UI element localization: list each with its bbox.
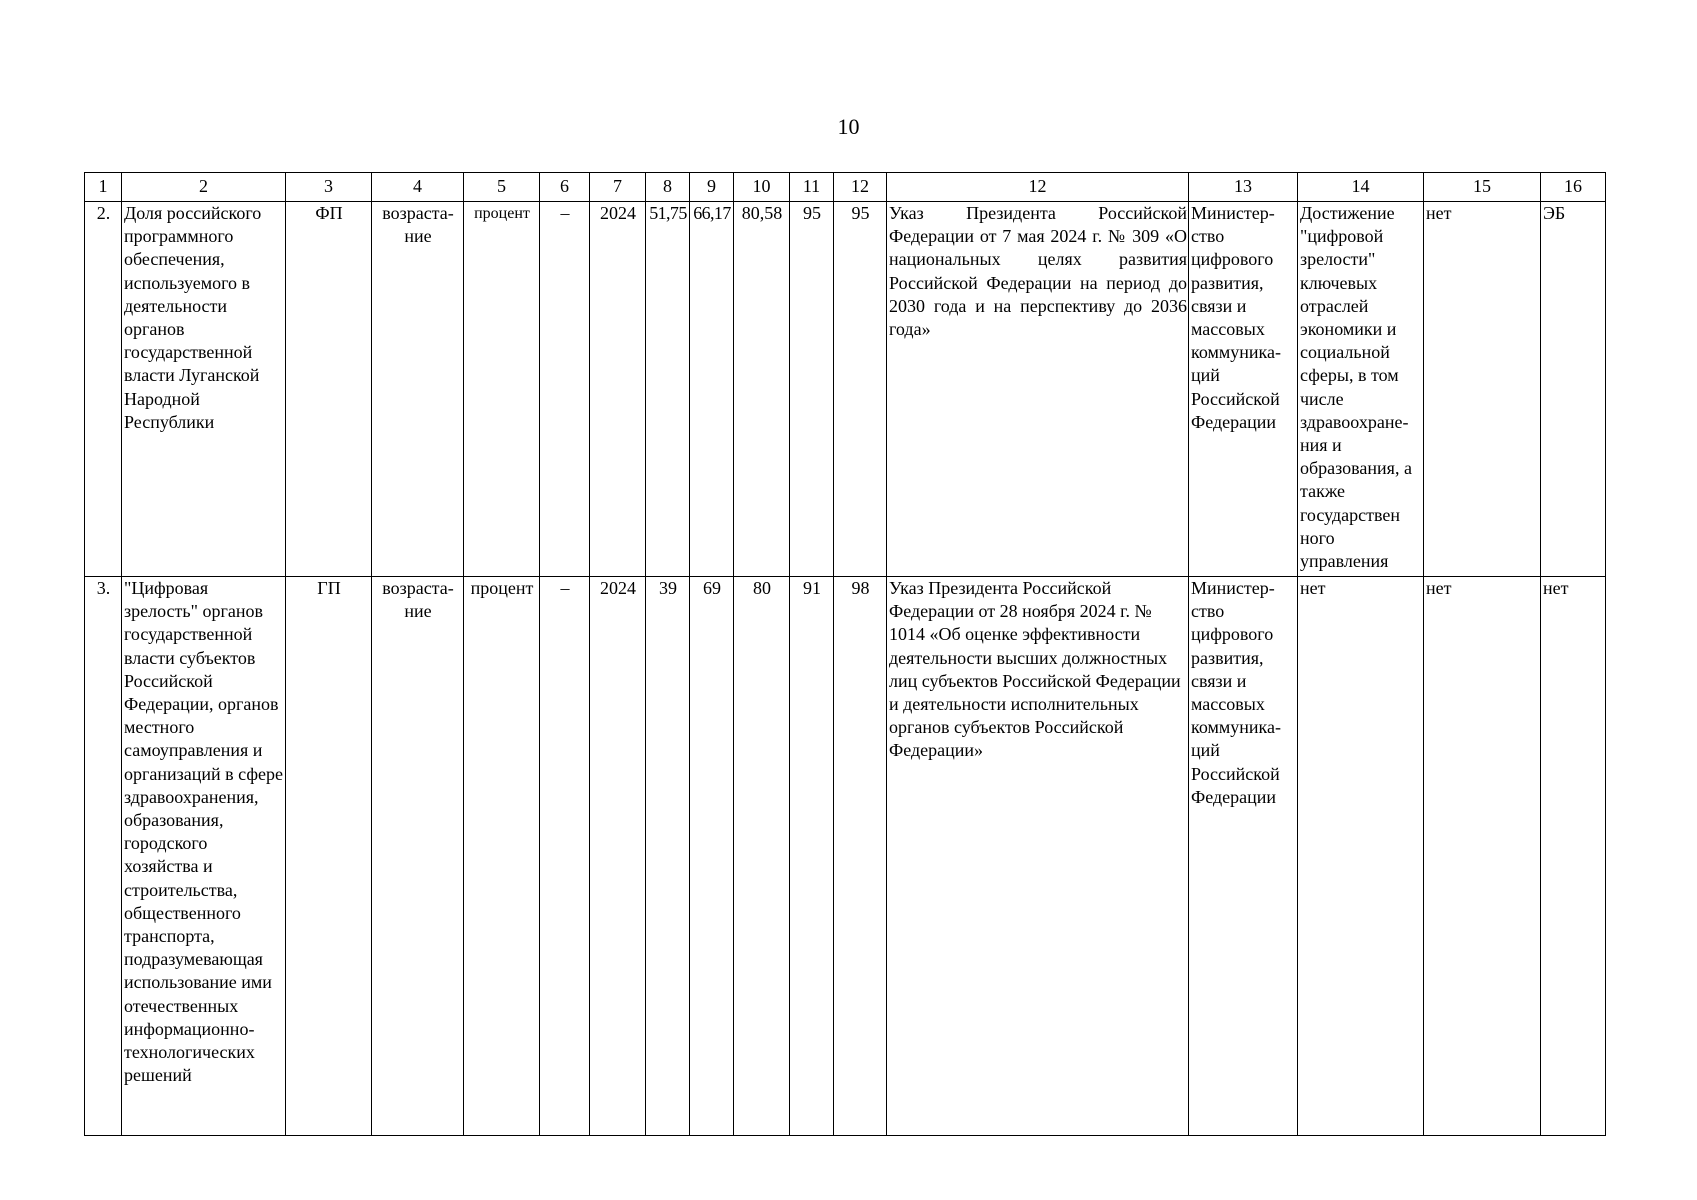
table-row	[85, 202, 1606, 577]
row-number: 2.	[85, 202, 122, 577]
header-cell: 6	[540, 173, 590, 202]
header-cell: 4	[372, 173, 464, 202]
legal-document: Указ Президента Российской Федерации от 7 мая 2024 г. № 309 «О национальных целях развития Российской Федерации на период до 2030 года и на перспективу до 2036 года»	[887, 202, 1189, 577]
header-cell: 15	[1424, 173, 1541, 202]
header-cell: 12	[834, 173, 887, 202]
unit: процент	[464, 202, 540, 577]
value-col-8: 51,75	[646, 202, 690, 577]
header-cell: 1	[85, 173, 122, 202]
value-col-9: 66,17	[690, 202, 734, 577]
base-value: –	[540, 577, 590, 1136]
unit: процент	[464, 577, 540, 1136]
col-16-value: ЭБ	[1541, 202, 1606, 577]
header-cell: 3	[286, 173, 372, 202]
indicator-name: "Цифровая зрелость" органов государственной власти субъектов Российской Федерации, органов местного самоуправления и организаций в сфере здравоохранения, образования, городского хозяйства и строительства, общественного транспорта, подразумевающая использование ими отечественных информационно-технологических решений	[122, 577, 286, 1136]
header-row	[85, 173, 1606, 202]
page-number: 10	[837, 114, 860, 139]
value-col-12: 95	[834, 202, 887, 577]
indicator-type: ФП	[286, 202, 372, 577]
national-goal: нет	[1298, 577, 1424, 1136]
header-cell: 12	[887, 173, 1189, 202]
indicator-name: Доля российского программного обеспечения, используемого в деятельности органов государственной власти Луганской Народной Республики	[122, 202, 286, 577]
value-col-8: 39	[646, 577, 690, 1136]
responsible-body: Министер-ство цифрового развития, связи и массовых коммуника-ций Российской Федерации	[1189, 202, 1298, 577]
indicators-table	[84, 172, 1606, 1136]
header-cell: 9	[690, 173, 734, 202]
value-col-9: 69	[690, 577, 734, 1136]
row-number: 3.	[85, 577, 122, 1136]
national-goal: Достижение "цифровой зрелости" ключевых отраслей экономики и социальной сферы, в том числе здравоохране-ния и образования, а также государствен ного управления	[1298, 202, 1424, 577]
header-cell: 10	[734, 173, 790, 202]
indicator-type: ГП	[286, 577, 372, 1136]
col-16-value: нет	[1541, 577, 1606, 1136]
value-col-10: 80	[734, 577, 790, 1136]
value-col-10: 80,58	[734, 202, 790, 577]
base-year: 2024	[590, 577, 646, 1136]
value-col-11: 91	[790, 577, 834, 1136]
header-cell: 16	[1541, 173, 1606, 202]
header-cell: 2	[122, 173, 286, 202]
header-cell: 14	[1298, 173, 1424, 202]
header-cell: 13	[1189, 173, 1298, 202]
col-15-value: нет	[1424, 577, 1541, 1136]
base-year: 2024	[590, 202, 646, 577]
header-cell: 8	[646, 173, 690, 202]
header-cell: 5	[464, 173, 540, 202]
legal-document: Указ Президента Российской Федерации от 28 ноября 2024 г. № 1014 «Об оценке эффективности деятельности высших должностных лиц субъектов Российской Федерации и деятельности исполнительных органов субъектов Российской Федерации»	[887, 577, 1189, 1136]
table-row	[85, 577, 1606, 1136]
header-cell: 7	[590, 173, 646, 202]
responsible-body: Министер-ство цифрового развития, связи и массовых коммуника-ций Российской Федерации	[1189, 577, 1298, 1136]
value-col-11: 95	[790, 202, 834, 577]
indicator-direction: возраста-ние	[372, 577, 464, 1136]
header-cell: 11	[790, 173, 834, 202]
value-col-12: 98	[834, 577, 887, 1136]
indicator-direction: возраста-ние	[372, 202, 464, 577]
base-value: –	[540, 202, 590, 577]
col-15-value: нет	[1424, 202, 1541, 577]
